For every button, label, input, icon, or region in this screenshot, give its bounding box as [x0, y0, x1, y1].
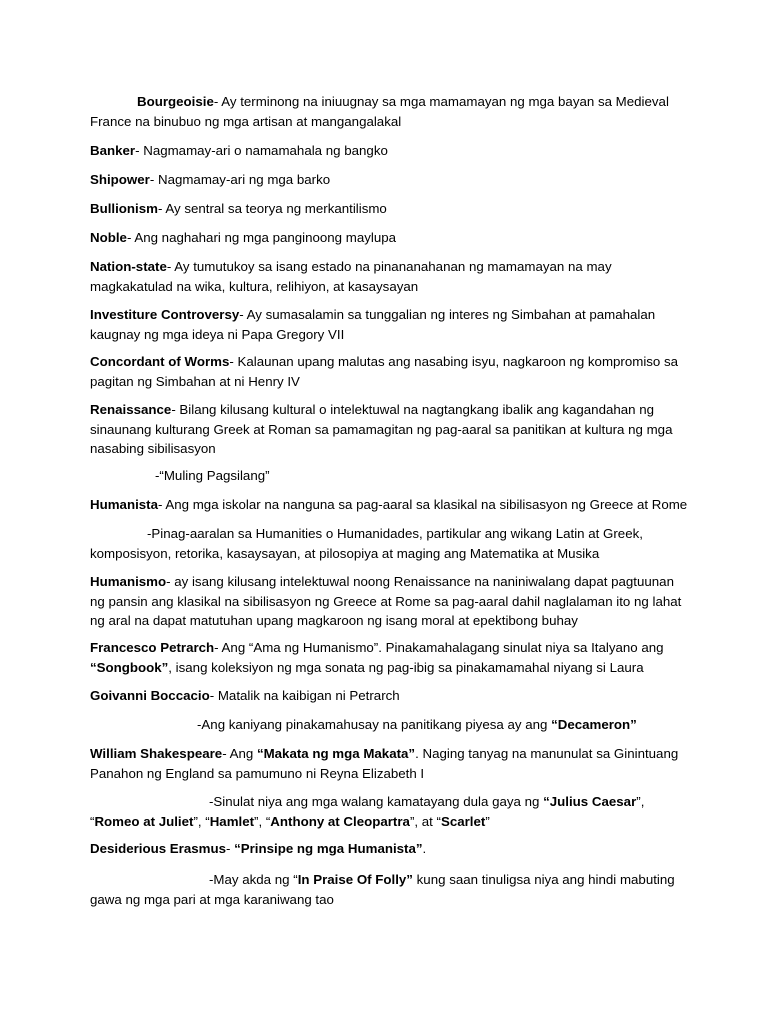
entry-renaissance [90, 400, 690, 459]
entry-humanista [90, 495, 690, 515]
separator: ”, “ [90, 794, 645, 829]
quote-mark: “ [543, 794, 550, 809]
entry-shipower [90, 170, 690, 190]
renaissance-note: -“Muling Pagsilang” [155, 468, 270, 483]
term: Renaissance [90, 402, 172, 417]
definition-part: - [225, 841, 235, 856]
entry-william-shakespeare [90, 744, 690, 783]
work-title: Romeo at Juliet [94, 813, 194, 829]
entry-bourgeoisie [90, 92, 690, 131]
definition: - Kalaunan upang malutas ang nasabing isyu, nagkaroon ng kompromiso sa pagitan ng Simbahan at ni Henry IV [90, 354, 679, 389]
entry-noble [90, 228, 690, 248]
definition-part: , isang koleksiyon ng mga sonata ng pag-ibig sa pinakamamahal niyang si Laura [168, 659, 644, 675]
definition: - Ay sumasalamin sa tunggalian ng interes ng Simbahan at pamahalan kaugnay ng mga ideya ni Papa Gregory VII [90, 307, 656, 342]
definition: - Ay terminong na iniuugnay sa mga mamamayan ng mga bayan sa Medieval France na binubuo ng mga artisan at mangangalakal [90, 94, 669, 129]
entry-bullionism [90, 199, 690, 219]
entry-francesco-petrarch [90, 638, 690, 677]
note-text: -Sinulat niya ang mga walang kamatayang dula gaya ng [209, 794, 544, 809]
definition-part: - Ang [222, 746, 257, 761]
definition: - Bilang kilusang kultural o intelektuwal na nagtangkang ibalik ang kagandahan ng sinaunang kulturang Greek at Roman sa pamamagitan ng pag-aaral sa panitikan at kultura ng mga nasabing sibilisasyon [90, 402, 673, 456]
entry-concordant-of-worms [90, 352, 690, 391]
definition: - Ay tumutukoy sa isang estado na pinananahanan ng mamamayan na may magkakatulad na wika, kultura, relihiyon, at kasaysayan [90, 259, 612, 294]
separator: ”, at “ [409, 813, 441, 829]
entry-banker [90, 141, 690, 161]
term: William Shakespeare [90, 746, 223, 761]
term: Francesco Petrarch [90, 640, 215, 655]
entry-humanismo [90, 572, 690, 631]
humanista-note: -Pinag-aaralan sa Humanities o Humanidades, partikular ang wikang Latin at Greek, komposisyon, retorika, kasaysayan, at pilosopiya at maging ang Matematika at Musika [90, 526, 643, 561]
definition: - Matalik na kaibigan ni Petrarch [209, 688, 400, 703]
term: Humanista [90, 497, 158, 512]
term: Nation-state [90, 259, 167, 274]
definition: - Ang mga iskolar na nanguna sa pag-aaral sa klasikal na sibilisasyon ng Greece at Rome [157, 497, 688, 512]
definition-part: . [422, 841, 427, 856]
erasmus-note [90, 870, 690, 909]
definition-part: . Naging tanyag na manunulat sa Ginintuang Panahon ng England sa pamumuno ni Reyna Elizabeth I [90, 746, 679, 781]
term: Goivanni Boccacio [90, 688, 210, 703]
definition: - Nagmamay-ari ng mga barko [149, 172, 331, 187]
term: Investiture Controversy [90, 307, 240, 322]
entry-goivanni-boccacio [90, 686, 690, 706]
definition: - ay isang kilusang intelektuwal noong Renaissance na naniniwalang dapat pagtuunan ng pansin ang klasikal na sibilisasyon ng Greece at Rome sa pag-aaral dahil naglalaman ito ng lahat ng aral na dapat matutuhan upang magkaroon ng isang moral at epektibong buhay [90, 574, 682, 628]
note-text: kung saan tinuligsa niya ang hindi mabuting gawa ng mga pari at mga karaniwang tao [90, 872, 675, 907]
term: Bullionism [90, 201, 158, 216]
definition: - Ay sentral sa teorya ng merkantilismo [157, 201, 387, 216]
quote-mark: ” [485, 813, 490, 829]
boccacio-note [197, 715, 637, 735]
term: Humanismo [90, 574, 167, 589]
separator: ”, “ [254, 813, 271, 829]
entry-nation-state [90, 257, 690, 296]
work-title: “Songbook” [90, 659, 169, 675]
work-title: “Decameron” [551, 717, 637, 732]
definition: - Ang naghahari ng mga panginoong maylupa [126, 230, 397, 245]
term: Bourgeoisie [137, 94, 214, 109]
epithet: “Makata ng mga Makata” [256, 746, 416, 761]
entry-investiture-controversy [90, 305, 690, 344]
note-text: -Ang kaniyang pinakamahusay na panitikang piyesa ay ang [197, 717, 552, 732]
definition-part: - Ang “Ama ng Humanismo”. Pinakamahalagang sinulat niya sa Italyano ang [214, 640, 664, 655]
definition: - Nagmamay-ari o namamahala ng bangko [135, 143, 388, 158]
work-title: Julius Caesar [549, 794, 637, 809]
term: Shipower [90, 172, 150, 187]
epithet: “Prinsipe ng mga Humanista” [234, 841, 423, 856]
term: Concordant of Worms [90, 354, 230, 369]
entry-desiderious-erasmus [90, 839, 690, 859]
term: Desiderious Erasmus [90, 841, 226, 856]
work-title: Scarlet [440, 813, 486, 829]
shakespeare-note [90, 792, 690, 831]
term: Noble [90, 230, 127, 245]
term: Banker [90, 143, 136, 158]
work-title: Anthony at Cleopartra [270, 813, 410, 829]
work-title: Hamlet [209, 813, 255, 829]
note-text: -May akda ng “ [209, 872, 298, 887]
separator: ”, “ [193, 813, 210, 829]
work-title: In Praise Of Folly” [297, 872, 413, 887]
